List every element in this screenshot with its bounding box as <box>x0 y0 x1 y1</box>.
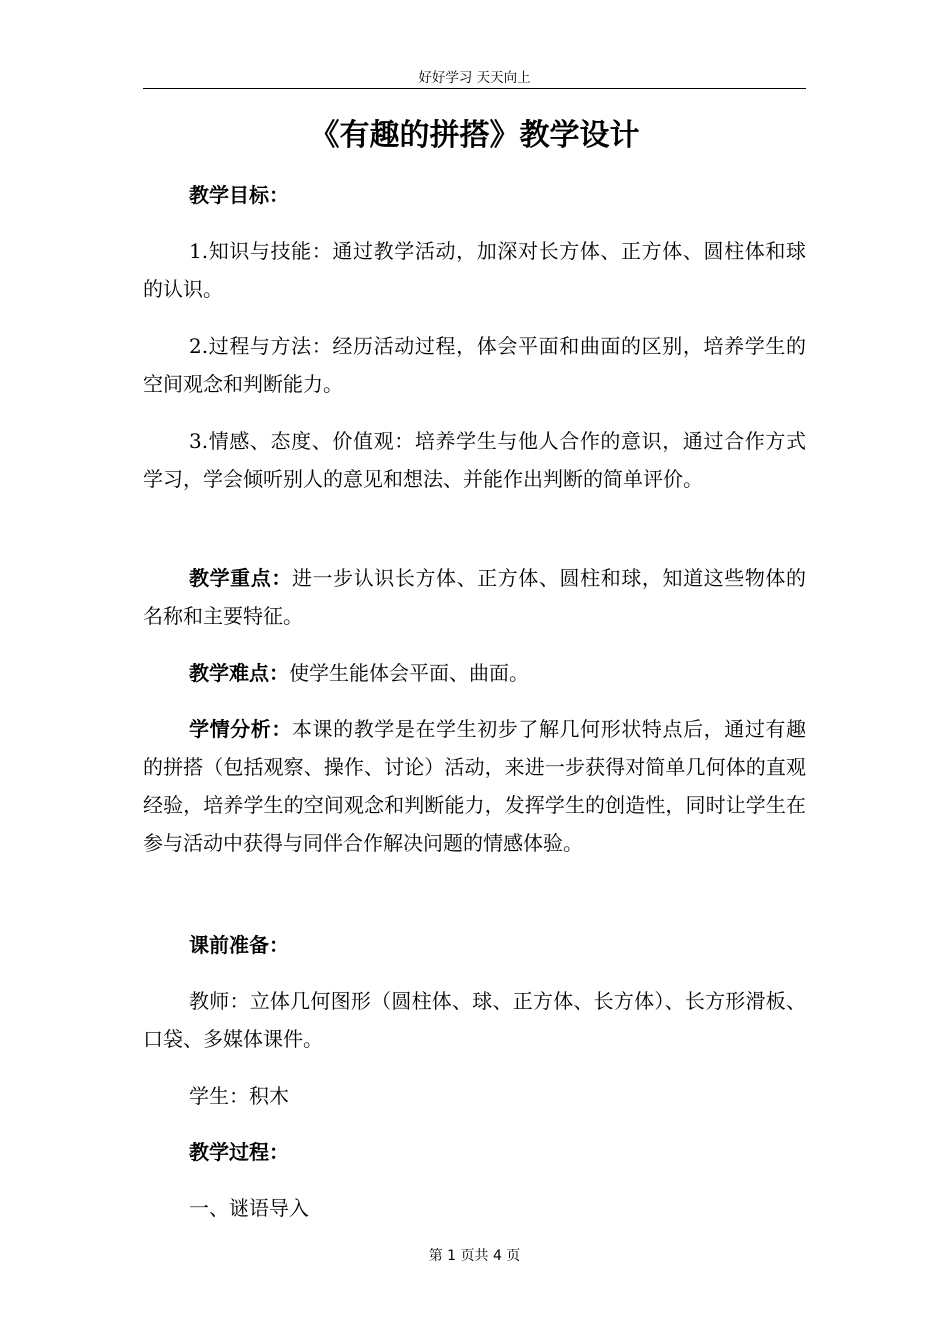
process-heading: 教学过程： <box>189 1140 289 1164</box>
page-number: 第 1 页共 4 页 <box>428 1248 521 1264</box>
difficulty-text: 使学生能体会平面、曲面。 <box>289 661 529 685</box>
preparation-student: 学生：积木 <box>189 1084 289 1108</box>
analysis-paragraph <box>143 710 806 862</box>
key-point-paragraph <box>143 559 806 635</box>
preparation-heading: 课前准备： <box>189 933 289 957</box>
key-point-text: 进一步认识长方体、正方体、圆柱和球，知道这些物体的名称和主要特征。 <box>143 566 807 628</box>
difficulty-paragraph <box>143 654 806 692</box>
page-header: 好好学习 天天向上 <box>418 70 531 86</box>
analysis-text: 本课的教学是在学生初步了解几何形状特点后，通过有趣的拼搭（包括观察、操作、讨论）活动，来进一步获得对简单几何体的直观经验，培养学生的空间观念和判断能力，发挥学生的创造性，同时让学生在参与活动中获得与同伴合作解决问题的情感体验。 <box>143 717 807 855</box>
process-step-1: 一、谜语导入 <box>189 1196 309 1220</box>
key-point-label: 教学重点： <box>189 566 292 590</box>
goal-item-3: 3.情感、态度、价值观：培养学生与他人合作的意识，通过合作方式学习，学会倾听别人的意见和想法、并能作出判断的简单评价。 <box>143 429 806 491</box>
goal-item-1: 1.知识与技能：通过教学活动，加深对长方体、正方体、圆柱体和球的认识。 <box>143 239 806 301</box>
difficulty-label: 教学难点： <box>189 661 289 685</box>
preparation-teacher: 教师：立体几何图形（圆柱体、球、正方体、长方体）、长方形滑板、口袋、多媒体课件。 <box>143 989 806 1051</box>
analysis-label: 学情分析： <box>189 717 292 741</box>
document-title: 《有趣的拼搭》教学设计 <box>309 118 640 153</box>
header-divider <box>143 88 806 89</box>
goal-item-2: 2.过程与方法：经历活动过程，体会平面和曲面的区别，培养学生的空间观念和判断能力。 <box>143 334 806 396</box>
goals-heading: 教学目标： <box>189 183 289 207</box>
